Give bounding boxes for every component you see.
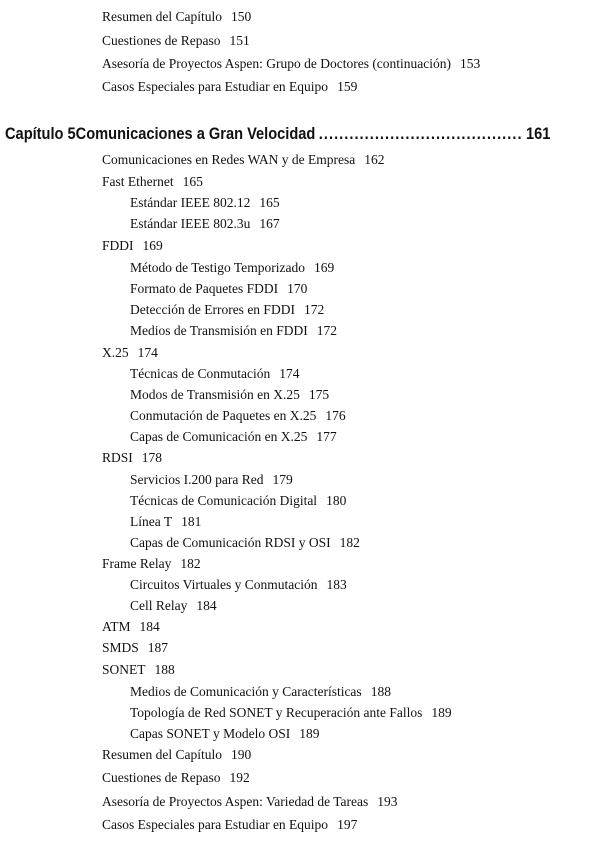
toc-entry-page: 150 — [230, 9, 252, 24]
toc-entry-page: 176 — [325, 408, 346, 423]
toc-entry-title: Línea T — [130, 514, 173, 529]
toc-entry-title: Capas de Comunicación en X.25 — [130, 429, 308, 444]
toc-entry-title: Cell Relay — [130, 598, 188, 613]
chapter-page: 161 — [525, 124, 551, 143]
toc-entry-page: 188 — [154, 662, 175, 677]
toc-entry-title: Medios de Comunicación y Características — [130, 684, 362, 699]
toc-entry-page: 172 — [303, 302, 325, 317]
toc-entry-page: 189 — [431, 705, 452, 720]
toc-entry-page: 183 — [326, 577, 347, 592]
chapter-title: Comunicaciones a Gran Velocidad — [75, 124, 316, 143]
toc-entry-page: 175 — [308, 387, 330, 402]
toc-entry-title: Resumen del Capítulo — [102, 747, 222, 762]
toc-entry — [102, 345, 158, 361]
toc-subentry — [130, 195, 280, 211]
toc-entry-title: Modos de Transmisión en X.25 — [130, 387, 300, 402]
toc-entry — [102, 662, 175, 678]
toc-entry-page: 181 — [181, 514, 202, 529]
toc-subentry — [130, 726, 320, 742]
toc-entry-title: Asesoría de Proyectos Aspen: Variedad de Tareas — [102, 794, 369, 809]
toc-subentry — [130, 535, 360, 551]
toc-entry-title: Estándar IEEE 802.3u — [130, 216, 251, 231]
toc-subentry — [130, 705, 452, 721]
toc-entry-page: 159 — [337, 79, 358, 94]
toc-entry — [102, 174, 203, 190]
toc-entry — [102, 556, 201, 572]
toc-entry-page: 153 — [460, 56, 481, 71]
toc-entry-page: 169 — [142, 238, 163, 253]
toc-entry-page: 151 — [229, 33, 250, 48]
toc-entry-page: 172 — [316, 323, 338, 338]
toc-subentry — [130, 281, 307, 297]
toc-entry-page: 182 — [180, 556, 201, 571]
toc-entry-title: RDSI — [102, 450, 133, 465]
toc-entry-page: 190 — [230, 747, 252, 762]
toc-entry-page: 165 — [182, 174, 203, 189]
toc-entry-title: Capas de Comunicación RDSI y OSI — [130, 535, 331, 550]
toc-entry-title: Cuestiones de Repaso — [102, 770, 221, 785]
toc-entry — [102, 450, 162, 466]
toc-subentry — [130, 493, 346, 509]
toc-entry-page: 165 — [259, 195, 280, 210]
toc-entry — [102, 817, 357, 833]
toc-entry-title: Fast Ethernet — [102, 174, 174, 189]
toc-entry-title: Frame Relay — [102, 556, 172, 571]
toc-entry — [102, 33, 250, 49]
toc-subentry — [130, 302, 324, 318]
toc-entry-page: 177 — [316, 429, 337, 444]
toc-entry-page: 174 — [279, 366, 300, 381]
toc-entry-title: Conmutación de Paquetes en X.25 — [130, 408, 317, 423]
toc-subentry — [130, 260, 334, 276]
toc-entry-page: 167 — [259, 216, 280, 231]
toc-subentry — [130, 408, 346, 424]
toc-entry-page: 162 — [364, 152, 385, 167]
toc-subentry — [130, 598, 217, 614]
chapter-heading — [5, 121, 551, 147]
toc-subentry — [130, 684, 391, 700]
toc-entry-title: Resumen del Capítulo — [102, 9, 222, 24]
toc-entry-title: X.25 — [102, 345, 129, 360]
toc-entry-title: Técnicas de Comunicación Digital — [130, 493, 318, 508]
toc-entry-page: 178 — [141, 450, 163, 465]
toc-entry-title: SMDS — [102, 640, 139, 655]
toc-entry-title: Circuitos Virtuales y Conmutación — [130, 577, 318, 592]
toc-entry-title: Formato de Paquetes FDDI — [130, 281, 279, 296]
toc-entry — [102, 238, 163, 254]
toc-entry-page: 184 — [139, 619, 160, 634]
toc-entry-title: ATM — [102, 619, 131, 634]
toc-entry-page: 187 — [147, 640, 169, 655]
toc-subentry — [130, 514, 201, 530]
toc-entry-title: FDDI — [102, 238, 134, 253]
toc-entry-page: 180 — [326, 493, 347, 508]
toc-entry-page: 179 — [272, 472, 293, 487]
toc-subentry — [130, 366, 299, 382]
toc-entry — [102, 152, 384, 168]
toc-entry-title: Servicios I.200 para Red — [130, 472, 264, 487]
toc-entry-title: Técnicas de Conmutación — [130, 366, 271, 381]
toc-entry — [102, 619, 160, 635]
toc-entry-title: Estándar IEEE 802.12 — [130, 195, 251, 210]
toc-entry-page: 193 — [377, 794, 398, 809]
toc-entry — [102, 747, 251, 763]
toc-subentry — [130, 577, 347, 593]
toc-entry-page: 169 — [313, 260, 335, 275]
toc-entry-title: Medios de Transmisión en FDDI — [130, 323, 308, 338]
toc-entry — [102, 794, 397, 810]
toc-entry-title: Comunicaciones en Redes WAN y de Empresa — [102, 152, 356, 167]
toc-entry-title: Topología de Red SONET y Recuperación ante Fallos — [130, 705, 423, 720]
toc-entry-title: SONET — [102, 662, 146, 677]
toc-entry — [102, 79, 357, 95]
toc-entry-title: Casos Especiales para Estudiar en Equipo — [102, 817, 329, 832]
toc-subentry — [130, 387, 329, 403]
toc-entry-title: Detección de Errores en FDDI — [130, 302, 295, 317]
toc-entry-title: Capas SONET y Modelo OSI — [130, 726, 291, 741]
toc-entry-page: 184 — [196, 598, 217, 613]
toc-subentry — [130, 429, 337, 445]
toc-entry-title: Casos Especiales para Estudiar en Equipo — [102, 79, 329, 94]
toc-subentry — [130, 323, 337, 339]
toc-entry-page: 182 — [339, 535, 360, 550]
toc-entry-page: 188 — [370, 684, 391, 699]
toc-entry — [102, 640, 168, 656]
toc-entry-title: Asesoría de Proyectos Aspen: Grupo de Doctores (continuación) — [102, 56, 452, 71]
toc-entry-page: 170 — [287, 281, 308, 296]
toc-entry-title: Cuestiones de Repaso — [102, 33, 221, 48]
toc-entry — [102, 9, 251, 25]
toc-entry-page: 192 — [229, 770, 250, 785]
toc-subentry — [130, 472, 293, 488]
toc-entry-page: 189 — [299, 726, 320, 741]
toc-entry-title: Método de Testigo Temporizado — [130, 260, 305, 275]
toc-entry-page: 174 — [137, 345, 158, 360]
toc-entry — [102, 770, 250, 786]
chapter-label: Capítulo 5 — [5, 124, 76, 143]
toc-entry-page: 197 — [337, 817, 358, 832]
chapter-dot-leader: ........................................ — [318, 124, 523, 143]
toc-subentry — [130, 216, 280, 232]
toc-entry — [102, 56, 480, 72]
